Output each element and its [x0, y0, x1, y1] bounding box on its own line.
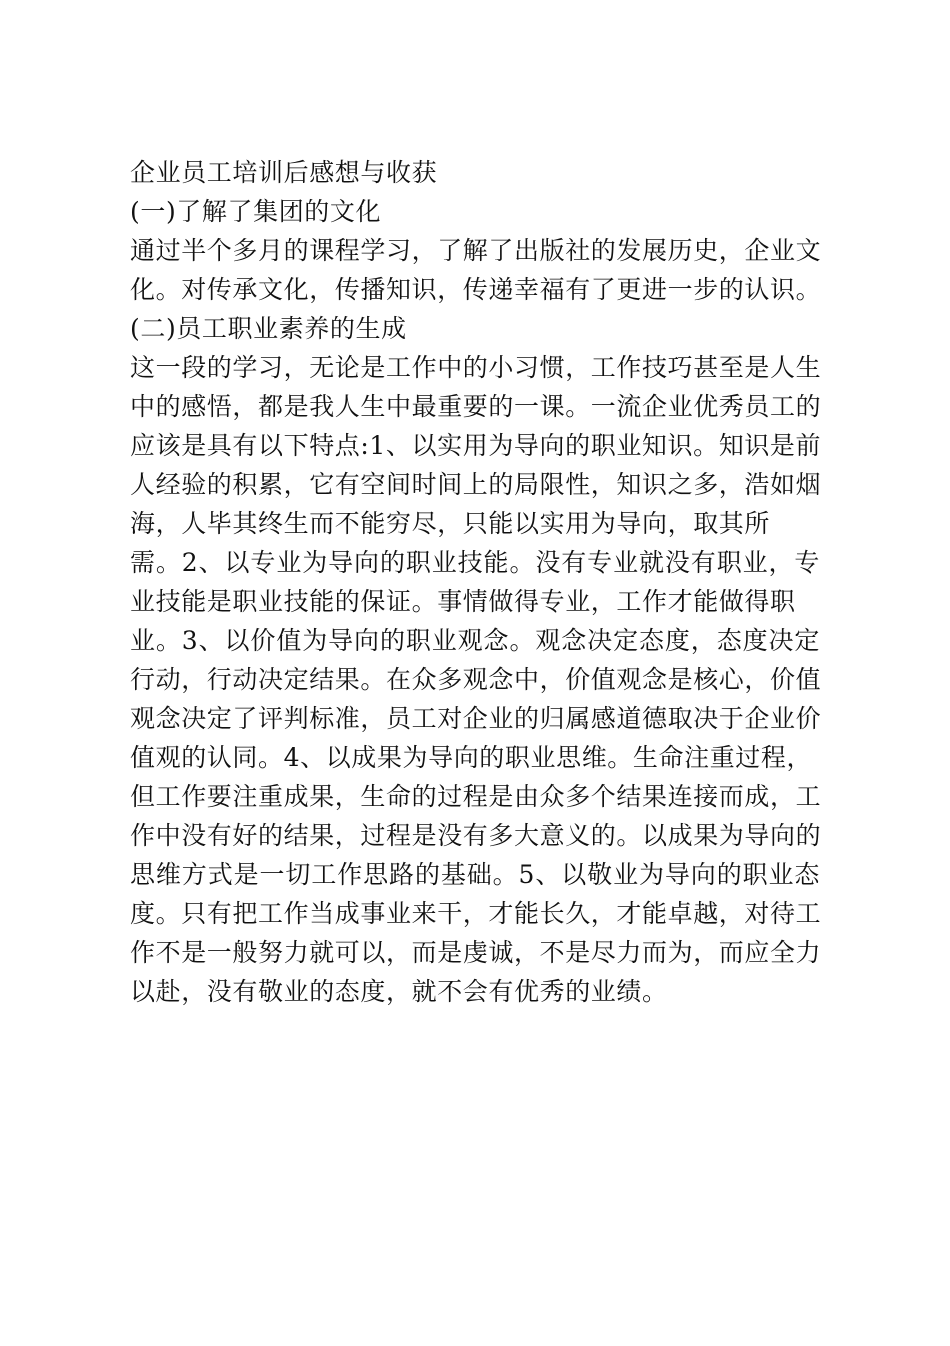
- paragraph-line: 人经验的积累，它有空间时间上的局限性，知识之多，浩如烟: [130, 470, 822, 499]
- paragraph-line: 中的感悟，都是我人生中最重要的一课。一流企业优秀员工的: [130, 392, 822, 421]
- section-paragraph-culture: [130, 231, 820, 309]
- paragraph-line: 但工作要注重成果，生命的过程是由众多个结果连接而成，工: [130, 782, 822, 811]
- paragraph-line: 作不是一般努力就可以，而是虔诚，不是尽力而为，而应全力: [130, 938, 822, 967]
- section-heading-culture: (一)了解了集团的文化: [130, 197, 382, 226]
- paragraph-line: 以赴，没有敬业的态度，就不会有优秀的业绩。: [130, 977, 668, 1006]
- paragraph-line: 行动，行动决定结果。在众多观念中，价值观念是核心，价值: [130, 665, 822, 694]
- paragraph-line: 观念决定了评判标准，员工对企业的归属感道德取决于企业价: [130, 704, 822, 733]
- section-paragraph-professionalism: [130, 348, 820, 1011]
- paragraph-line: 作中没有好的结果，过程是没有多大意义的。以成果为导向的: [130, 821, 822, 850]
- paragraph-line: 思维方式是一切工作思路的基础。5、以敬业为导向的职业态: [130, 860, 820, 889]
- paragraph-line: 这一段的学习，无论是工作中的小习惯，工作技巧甚至是人生: [130, 353, 822, 382]
- document-title: 企业员工培训后感想与收获: [130, 158, 438, 187]
- section-heading-professionalism: (二)员工职业素养的生成: [130, 314, 407, 343]
- paragraph-line: 需。2、以专业为导向的职业技能。没有专业就没有职业，专: [130, 548, 820, 577]
- paragraph-line: 海，人毕其终生而不能穷尽，只能以实用为导向，取其所: [130, 509, 771, 538]
- paragraph-line: 值观的认同。4、以成果为导向的职业思维。生命注重过程，: [130, 743, 813, 772]
- paragraph-line: 度。只有把工作当成事业来干，才能长久，才能卓越，对待工: [130, 899, 822, 928]
- document-body: [130, 153, 820, 1011]
- paragraph-line: 化。对传承文化，传播知识，传递幸福有了更进一步的认识。: [130, 275, 822, 304]
- paragraph-line: 应该是具有以下特点:1、以实用为导向的职业知识。知识是前: [130, 431, 822, 460]
- paragraph-line: 业。3、以价值为导向的职业观念。观念决定态度，态度决定: [130, 626, 820, 655]
- paragraph-line: 业技能是职业技能的保证。事情做得专业，工作才能做得职: [130, 587, 796, 616]
- paragraph-line: 通过半个多月的课程学习，了解了出版社的发展历史，企业文: [130, 236, 822, 265]
